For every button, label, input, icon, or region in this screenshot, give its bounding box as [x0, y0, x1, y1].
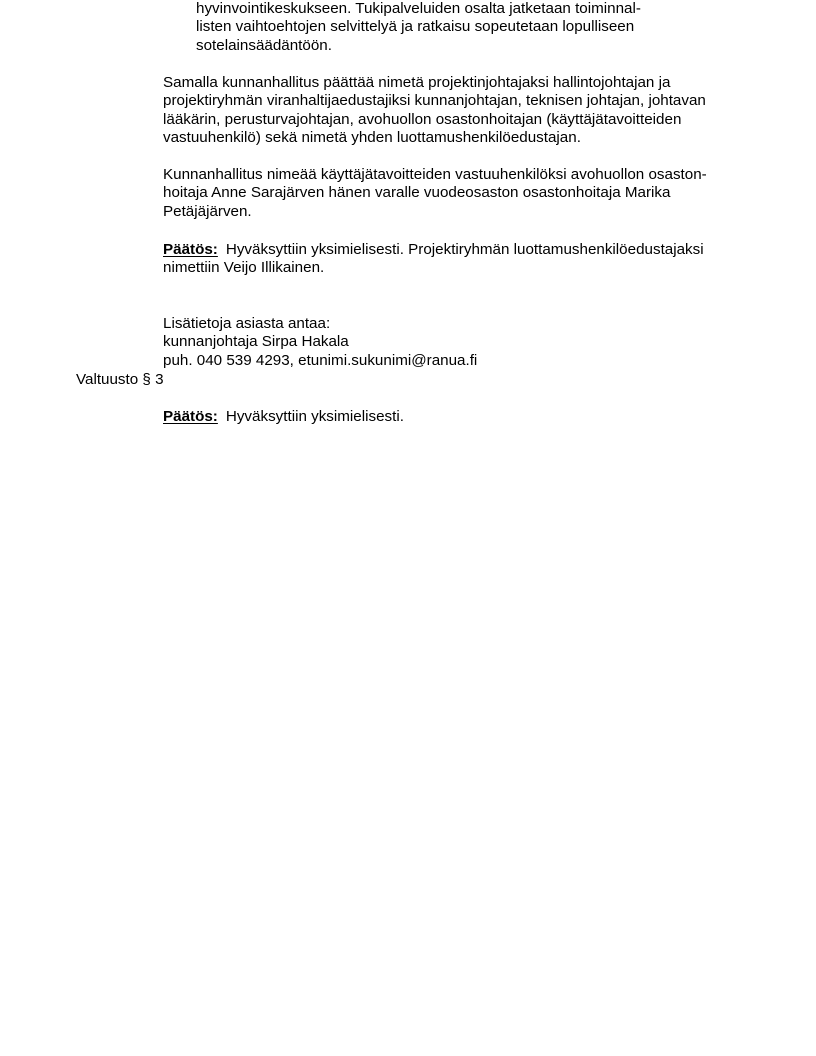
decision-line [163, 241, 704, 259]
decision-text: Hyväksyttiin yksimielisesti. [225, 408, 404, 425]
paragraph-line: hoitaja Anne Sarajärven hänen varalle vuodeosaston osastonhoitaja Marika [163, 184, 671, 202]
decision-line [163, 408, 404, 426]
paragraph-line: Petäjäjärven. [163, 202, 252, 220]
contact-line: Lisätietoja asiasta antaa: [163, 315, 331, 332]
decision-line: nimettiin Veijo Illikainen. [163, 259, 325, 277]
paragraph-line: Kunnanhallitus nimeää käyttäjätavoitteiden vastuuhenkilöksi avohuollon osaston- [163, 166, 707, 183]
paragraph-line: lääkärin, perusturvajohtajan, avohuollon osastonhoitajan (käyttäjätavoitteiden [163, 110, 682, 128]
decision-label: Päätös: [163, 408, 218, 425]
list-continuation-line: sotelainsäädäntöön. [196, 36, 332, 54]
list-continuation-line: listen vaihtoehtojen selvittelyä ja ratkaisu sopeutetaan lopulliseen [196, 18, 635, 36]
list-continuation-line: hyvinvointikeskukseen. Tukipalveluiden osalta jatketaan toiminnal- [196, 0, 641, 17]
decision-label: Päätös: [163, 241, 218, 258]
decision-text: Hyväksyttiin yksimielisesti. Projektiryhmän luottamushenkilöedustajaksi [225, 241, 704, 258]
paragraph-line: vastuuhenkilö) sekä nimetä yhden luottamushenkilöedustajan. [163, 129, 581, 147]
council-heading: Valtuusto § 3 [76, 370, 164, 388]
contact-line: puh. 040 539 4293, etunimi.sukunimi@ranua.fi [163, 351, 478, 369]
paragraph-line: projektiryhmän viranhaltijaedustajiksi kunnanjohtajan, teknisen johtajan, johtavan [163, 92, 706, 110]
contact-line: kunnanjohtaja Sirpa Hakala [163, 333, 349, 351]
paragraph-line: Samalla kunnanhallitus päättää nimetä projektinjohtajaksi hallintojohtajan ja [163, 74, 671, 91]
